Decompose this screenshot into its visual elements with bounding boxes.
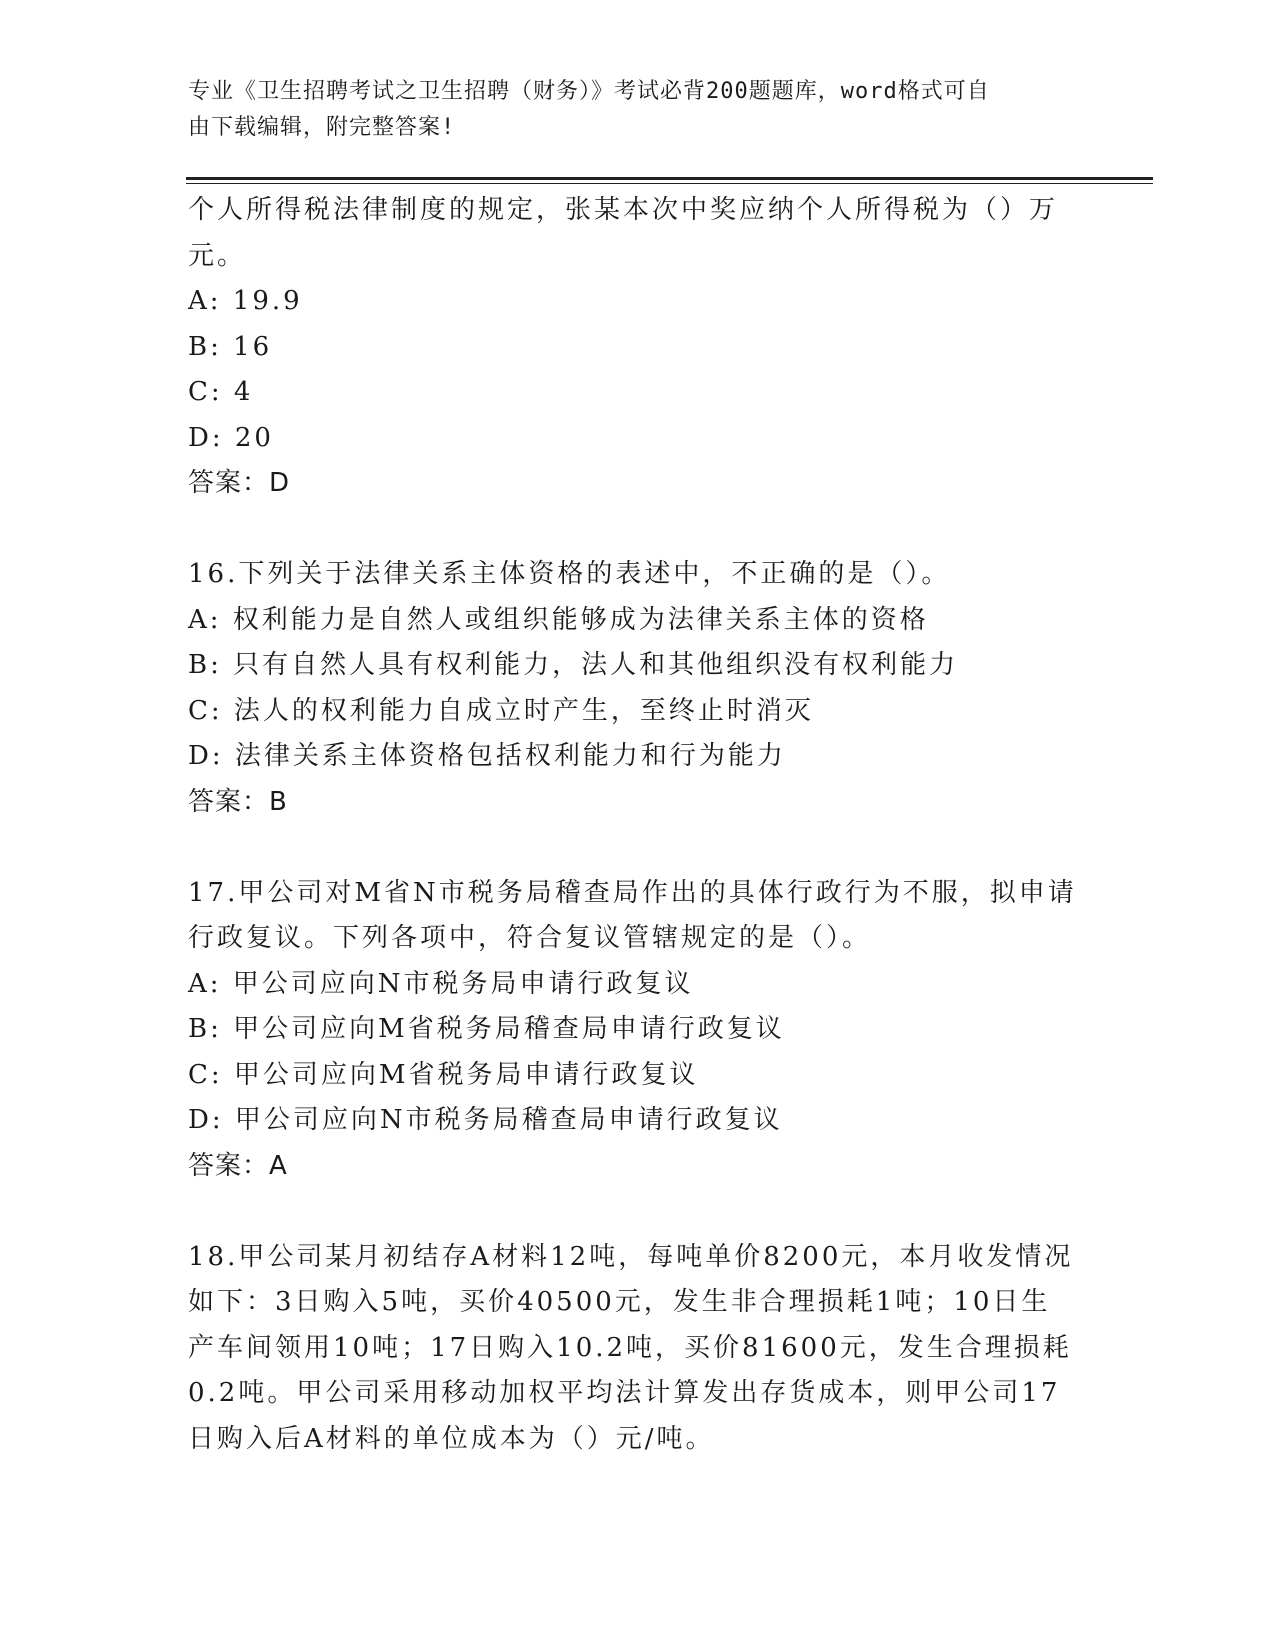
option-b: B: 16 — [188, 331, 273, 362]
option-d: D: 20 — [188, 422, 274, 453]
question-stem: 0.2吨。甲公司采用移动加权平均法计算发出存货成本，则甲公司17 — [188, 1378, 1061, 1408]
option-d: D: 法律关系主体资格包括权利能力和行为能力 — [188, 741, 786, 771]
question-stem: 18.甲公司某月初结存A材料12吨，每吨单价8200元，本月收发情况 — [188, 1241, 1074, 1272]
question-list — [188, 188, 1088, 1462]
question-stem: 17.甲公司对M省N市税务局稽查局作出的具体行政行为不服，拟申请 — [188, 877, 1077, 908]
question-stem: 元。 — [188, 240, 247, 271]
question-15 — [188, 188, 1088, 507]
question-stem: 行政复议。下列各项中，符合复议管辖规定的是（）。 — [188, 923, 872, 953]
header-divider-thin — [186, 183, 1153, 184]
question-stem: 如下：3日购入5吨，买价40500元，发生非合理损耗1吨；10日生 — [188, 1287, 1051, 1317]
option-b: B: 只有自然人具有权利能力，法人和其他组织没有权利能力 — [188, 650, 959, 680]
header-divider-thick — [186, 177, 1153, 180]
option-a: A: 甲公司应向N市税务局申请行政复议 — [188, 968, 694, 999]
question-17 — [188, 871, 1088, 1190]
question-stem: 个人所得税法律制度的规定，张某本次中奖应纳个人所得税为（）万 — [188, 195, 1059, 225]
answer-line: 答案：D — [188, 468, 291, 498]
question-stem: 16.下列关于法律关系主体资格的表述中，不正确的是（）。 — [188, 559, 951, 589]
option-a: A: 权利能力是自然人或组织能够成为法律关系主体的资格 — [188, 604, 929, 635]
option-a: A: 19.9 — [188, 286, 303, 316]
spacer — [188, 1189, 1088, 1235]
spacer — [188, 507, 1088, 553]
answer-line: 答案：A — [188, 1150, 288, 1181]
question-18 — [188, 1235, 1088, 1463]
header-title-line-2: 由下载编辑，附完整答案! — [188, 115, 456, 140]
option-c: C: 法人的权利能力自成立时产生，至终止时消灭 — [188, 695, 814, 726]
option-c: C: 4 — [188, 377, 254, 407]
question-stem: 产车间领用10吨；17日购入10.2吨，买价81600元，发生合理损耗 — [188, 1332, 1072, 1363]
question-16 — [188, 552, 1088, 825]
option-c: C: 甲公司应向M省税务局申请行政复议 — [188, 1059, 699, 1090]
option-d: D: 甲公司应向N市税务局稽查局申请行政复议 — [188, 1105, 783, 1135]
document-header — [188, 74, 1068, 146]
spacer — [188, 825, 1088, 871]
answer-line: 答案：B — [188, 786, 288, 817]
question-stem: 日购入后A材料的单位成本为（）元/吨。 — [188, 1423, 715, 1454]
header-title-line-1: 专业《卫生招聘考试之卫生招聘（财务）》考试必背200题题库，word格式可自 — [188, 79, 990, 104]
option-b: B: 甲公司应向M省税务局稽查局申请行政复议 — [188, 1014, 785, 1044]
